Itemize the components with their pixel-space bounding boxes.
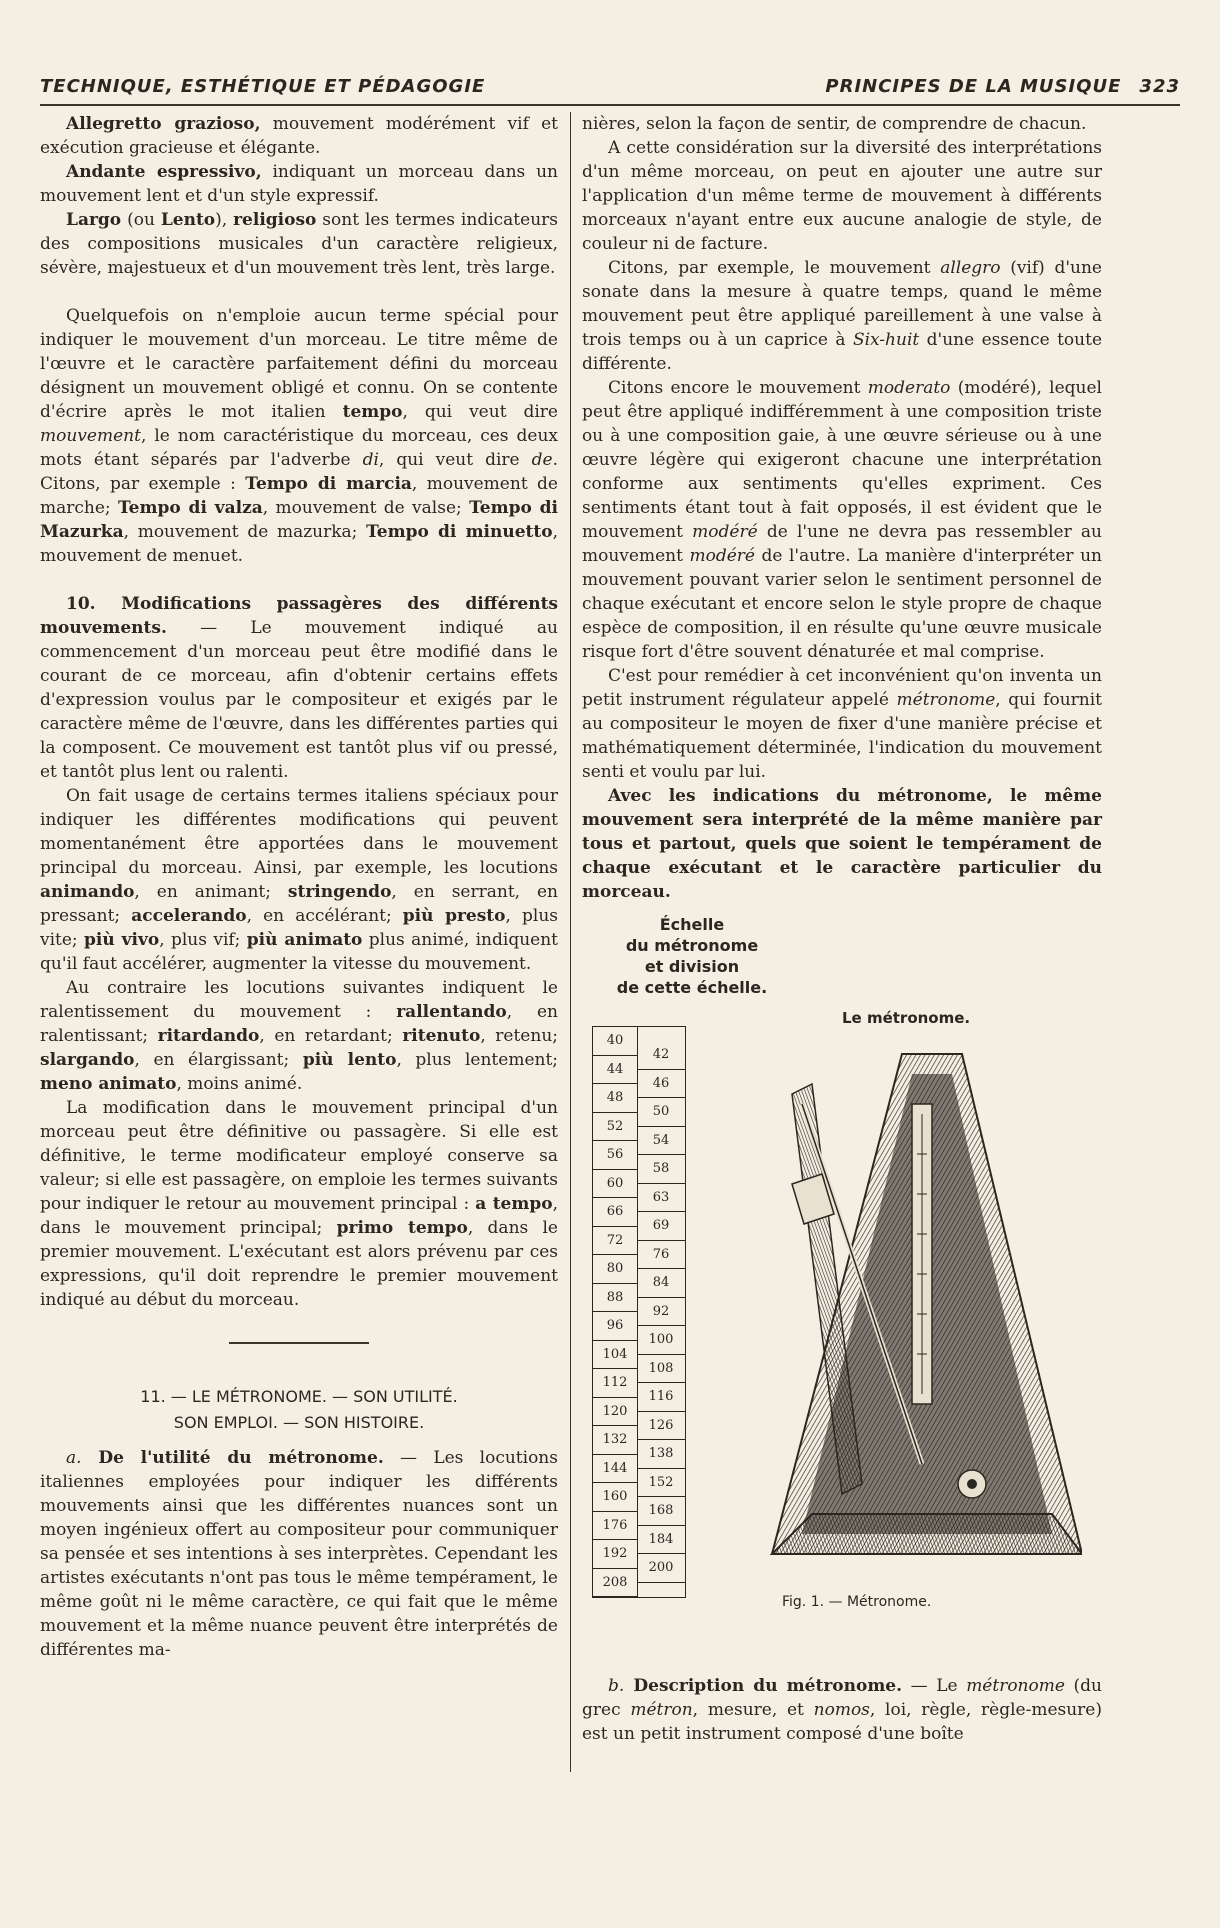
text: , en accélérant; [246,906,403,926]
text: de l'autre. La manière d'interpréter un mouvement pouvant varier selon le sentiment personnel de chaque exécutant et encore selon le style propre de chaque espèce de composition, il en résulte qu'une œuvre musicale risque fort d'être souvent dénaturée et mal comprise. [582,546,1102,662]
text: , retenu; [480,1026,558,1046]
scale-value: 100 [637,1326,685,1355]
paragraph-modification [40,1096,558,1312]
text: , moins animé. [176,1074,303,1094]
scale-value: 192 [593,1540,637,1569]
header-right [825,76,1180,97]
term: métronome [896,690,996,710]
right-column [582,112,1102,1746]
scale-value: 126 [637,1412,685,1441]
left-column [40,112,558,1662]
text: — Le mouvement indiqué au commencement d'un morceau peut être modifié dans le courant de ce morceau, afin d'obtenir certains effets d'expression voulus par le compositeur et exigés par le caractère même de l'œuvre, dans les différentes parties qui la composent. Ce mouvement est tantôt plus vif ou pressé, et tantôt plus lent ou ralenti. [40,618,558,782]
section-heading-10: 10. Modifications passagères des différents mouvements. [40,594,558,638]
header-left-title: TECHNIQUE, ESTHÉTIQUE ET PÉDAGOGIE [40,76,486,97]
term-lento: Lento [160,210,216,230]
term: a tempo [475,1194,553,1214]
scale-value: 84 [637,1269,685,1298]
text: sont les termes indicateurs des compositions musicales d'un caractère religieux, sévère, majestueux et d'un mouvement très lent, très large. [40,210,558,278]
text: , mouvement de mazurka; [123,522,367,542]
text: Citons, par exemple, le mouvement [608,258,941,278]
scale-value: 144 [593,1455,637,1484]
text: La modification dans le mouvement principal d'un morceau peut être définitive ou passagère. Si elle est définitive, le terme modificateur employé conserve sa valeur; si elle est passagère, on emploie les termes suivants pour indiquer le retour au mouvement principal : [40,1098,558,1214]
figure-caption: Fig. 1. — Métronome. [782,1594,932,1610]
text: , plus vite; [40,906,558,950]
text: d'une essence toute différente. [582,330,1103,374]
term: modéré [689,546,755,566]
scale-value: 42 [637,1041,685,1070]
section-heading-line: 11. — LE MÉTRONOME. — SON UTILITÉ. [140,1387,458,1406]
term: moderato [867,378,951,398]
text: Au contraire les locutions suivantes indiquent le ralentissement du mouvement : [40,978,558,1022]
text: , dans le premier mouvement. L'exécutant est alors prévenu par ces expressions, qu'il doit reprendre le premier mouvement indiqué au début du morceau. [40,1218,558,1310]
text: , le nom caractéristique du morceau, ces deux mots étant séparés par l'adverbe [40,426,558,470]
scale-value: 104 [593,1341,637,1370]
text: indiquant un morceau dans un mouvement lent et d'un style expressif. [40,162,558,206]
paragraph-largo [40,208,558,280]
running-header [40,74,1180,106]
term: Tempo di Mazurka [40,498,558,542]
scale-value: 40 [593,1027,637,1056]
metronome-figure [582,914,1102,1674]
scale-main-column [593,1027,638,1597]
term: ritenuto [402,1026,481,1046]
text: ), [215,210,234,230]
paragraph-deceleration [40,976,558,1096]
text: , dans le mouvement principal; [40,1194,558,1238]
scale-value: 72 [593,1227,637,1256]
term: accelerando [131,906,247,926]
term: Tempo di valza [117,498,263,518]
text: , plus vif; [159,930,247,950]
scale-value: 52 [593,1113,637,1142]
term: meno animato [40,1074,177,1094]
paragraph-allegretto [40,112,558,160]
scale-value: 44 [593,1056,637,1085]
term: Six-huit [852,330,920,350]
text: Quelquefois on n'emploie aucun terme spécial pour indiquer le mouvement d'un morceau. Le titre même de l'œuvre et le caractère parfaitement défini du morceau désignent un mouvement obligé et connu. On se contente d'écrire après le mot italien [40,306,558,422]
scale-value: 63 [637,1184,685,1213]
term: métronome [966,1676,1065,1696]
term: più lento [302,1050,397,1070]
term: de [531,450,553,470]
scale-value: 92 [637,1298,685,1327]
metronome-illustration [752,1034,1082,1574]
paragraph-diversity: A cette considération sur la diversité des interprétations d'un même morceau, on peut en ajouter une autre sur l'application d'un même terme de mouvement à différents morceaux n'ayant entre eux aucune analogie de style, de couleur ni de facture. [582,138,1102,254]
scale-value: 168 [637,1497,685,1526]
scale-value: 112 [593,1369,637,1398]
scale-value: 66 [593,1198,637,1227]
column-divider [570,112,571,1772]
text: , en serrant, en pressant; [40,882,558,926]
term-largo: Largo [66,210,122,230]
paragraph-utility [40,1446,558,1662]
scale-value: 88 [593,1284,637,1313]
paragraph-remedy [582,664,1102,784]
paragraph-indications: Avec les indications du métronome, le même mouvement sera interprété de la même manière par tous et partout, quels que soient le tempérament de chaque exécutant et le caractère particulier du morceau. [582,786,1102,902]
section-separator [229,1342,369,1344]
scale-value: 80 [593,1255,637,1284]
page-number: 323 [1139,76,1180,97]
text: mouvement modérément vif et exécution gracieuse et élégante. [40,114,558,158]
term: Tempo di marcia [245,474,412,494]
text: (vif) d'une sonate dans la mesure à quatre temps, quand le même mouvement peut être appliqué pareillement à une valse à trois temps ou à un caprice à [582,258,1102,350]
scale-value: 69 [637,1212,685,1241]
scale-value: 116 [637,1383,685,1412]
header-right-title: PRINCIPES DE LA MUSIQUE [825,76,1122,97]
metronome-title: Le métronome. [842,1009,971,1027]
term: mouvement [40,426,141,446]
text: , mouvement de marche; [40,474,558,518]
item-letter: a. [66,1448,82,1468]
scale-sub-column [637,1027,685,1597]
scale-value: 208 [593,1569,637,1598]
scale-value: 200 [637,1554,685,1583]
text: , en élargissant; [134,1050,303,1070]
term: primo tempo [336,1218,468,1238]
subheading: De l'utilité du métronome. [81,1448,384,1468]
paragraph-moderato-example [582,376,1102,664]
scale-value: 132 [593,1426,637,1455]
term-allegretto: Allegretto grazioso, [66,114,261,134]
term: stringendo [287,882,392,902]
text: , mouvement de valse; [262,498,470,518]
term: di [362,450,379,470]
term: animando [40,882,135,902]
metronome-scale-table [592,1026,686,1598]
scale-value: 58 [637,1155,685,1184]
text: (du grec [582,1676,1102,1720]
text: , loi, règle, règle-mesure) est un petit instrument composé d'une boîte [582,1700,1102,1744]
text: , qui fournit au compositeur le moyen de fixer d'une manière précise et mathématiquement déterminée, l'indication du mouvement senti et voulu par lui. [582,690,1102,782]
scale-value: 184 [637,1526,685,1555]
text: — Le [902,1676,967,1696]
paragraph-allegro-example [582,256,1102,376]
scale-value: 160 [593,1483,637,1512]
scale-value: 96 [593,1312,637,1341]
paragraph-description [582,1674,1102,1746]
scale-value: 56 [593,1141,637,1170]
scale-caption-line: du métronome [625,936,759,955]
section-heading-11 [40,1384,558,1436]
paragraph-andante [40,160,558,208]
scale-value: 76 [637,1241,685,1270]
scale-value: 120 [593,1398,637,1427]
text: , en ralentissant; [40,1002,558,1046]
scale-caption-line: Échelle [659,915,725,934]
text: , mouvement de menuet. [40,522,559,566]
text: plus animé, indiquent qu'il faut accélérer, augmenter la vitesse du mouvement. [40,930,558,974]
term: più presto [402,906,506,926]
scale-caption-line: et division [644,957,740,976]
scale-value: 48 [593,1084,637,1113]
term-andante: Andante espressivo, [66,162,262,182]
paragraph-acceleration [40,784,558,976]
item-letter: b. [608,1676,625,1696]
term: métron [630,1700,693,1720]
scale-value: 60 [593,1170,637,1199]
term: rallentando [396,1002,507,1022]
text: . Citons, par exemple : [40,450,558,494]
term: slargando [40,1050,135,1070]
subheading: Description du métronome. [624,1676,903,1696]
scale-value: 50 [637,1098,685,1127]
scale-caption [582,914,802,998]
text: , qui veut dire [402,402,558,422]
term: più vivo [84,930,160,950]
paragraph-tempo [40,304,558,568]
term-religioso: religioso [233,210,317,230]
term: allegro [940,258,1001,278]
text: C'est pour remédier à cet inconvénient qu'on inventa un petit instrument régulateur appelé [582,666,1102,710]
term: modéré [692,522,758,542]
term: più animato [246,930,363,950]
text: , en animant; [134,882,288,902]
section-heading-line: SON EMPLOI. — SON HISTOIRE. [173,1413,425,1432]
text: (ou [121,210,161,230]
text: , en retardant; [259,1026,403,1046]
text: , plus lentement; [396,1050,559,1070]
scale-value: 54 [637,1127,685,1156]
text: — Les locutions italiennes employées pour indiquer les différents mouvements ainsi que les différentes nuances sont un moyen ingénieux offert au compositeur pour communiquer sa pensée et ses intentions à ses interprètes. Cependant les artistes exécutants n'ont pas tous le même tempérament, le même goût ni le même caractère, ce qui fait que le même mouvement et la même nuance peuvent être interprétés de différentes ma- [40,1448,558,1660]
text: (modéré), lequel peut être appliqué indifféremment à une composition triste ou à une composition gaie, à une œuvre sérieuse ou à une œuvre légère qui exigeront chacune une interprétation conforme aux sentiments qu'elles expriment. Ces sentiments étant tout à fait opposés, il est évident que le mouvement [582,378,1102,542]
term: nomos [813,1700,870,1720]
scale-value: 138 [637,1440,685,1469]
scale-caption-line: de cette échelle. [616,978,768,997]
text: , qui veut dire [378,450,532,470]
text: de l'une ne devra pas ressembler au mouvement [582,522,1102,566]
text: , mesure, et [692,1700,814,1720]
term: Tempo di minuetto [366,522,553,542]
term: tempo [342,402,403,422]
paragraph-continued: nières, selon la façon de sentir, de comprendre de chacun. [582,114,1087,134]
scale-value: 108 [637,1355,685,1384]
text: On fait usage de certains termes italiens spéciaux pour indiquer les différentes modifications qui peuvent momentanément être apportées dans le mouvement principal du morceau. Ainsi, par exemple, les locutions [40,786,558,878]
scale-value: 152 [637,1469,685,1498]
term: ritardando [157,1026,260,1046]
paragraph-section-10 [40,592,558,784]
text: Citons encore le mouvement [608,378,868,398]
scale-value: 176 [593,1512,637,1541]
scale-value: 46 [637,1070,685,1099]
